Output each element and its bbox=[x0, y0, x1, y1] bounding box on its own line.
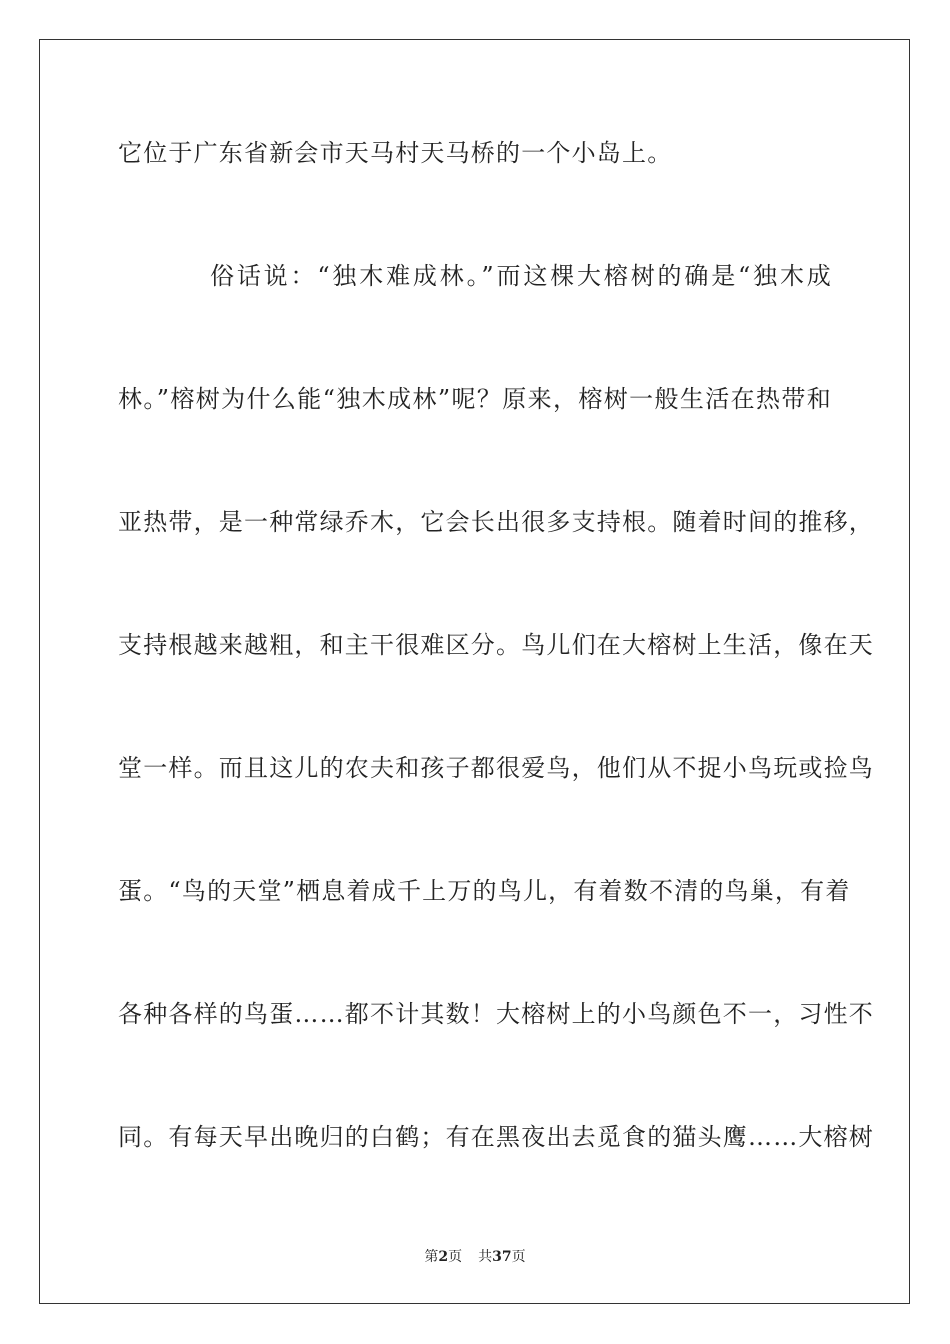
total-suffix: 页 bbox=[511, 1249, 526, 1265]
page-border bbox=[39, 39, 910, 1304]
text-line-4: 亚热带，是一种常绿乔木，它会长出很多支持根。随着时间的推移， bbox=[118, 508, 874, 536]
text-line-9: 同。有每天早出晚归的白鹤；有在黑夜出去觅食的猫头鹰……大榕树 bbox=[118, 1123, 874, 1151]
total-pages: 37 bbox=[492, 1249, 512, 1265]
page-number: 2 bbox=[438, 1249, 449, 1265]
text-line-7: 蛋。“鸟的天堂”栖息着成千上万的鸟儿，有着数不清的鸟巢，有着 bbox=[118, 877, 851, 905]
page-prefix: 第 bbox=[424, 1249, 439, 1265]
total-prefix: 共 bbox=[478, 1249, 493, 1265]
text-line-6: 堂一样。而且这儿的农夫和孩子都很爱鸟，他们从不捉小鸟玩或捡鸟 bbox=[118, 754, 874, 782]
page-suffix: 页 bbox=[448, 1249, 463, 1265]
text-line-1: 它位于广东省新会市天马村天马桥的一个小岛上。 bbox=[118, 139, 673, 167]
text-line-2: 俗话说：“独木难成林。”而这棵大榕树的确是“独木成 bbox=[210, 262, 832, 290]
page-footer bbox=[0, 1246, 950, 1266]
text-line-3: 林。”榕树为什么能“独木成林”呢？原来，榕树一般生活在热带和 bbox=[118, 385, 832, 413]
text-line-5: 支持根越来越粗，和主干很难区分。鸟儿们在大榕树上生活，像在天 bbox=[118, 631, 874, 659]
text-line-8: 各种各样的鸟蛋……都不计其数！大榕树上的小鸟颜色不一，习性不 bbox=[118, 1000, 874, 1028]
